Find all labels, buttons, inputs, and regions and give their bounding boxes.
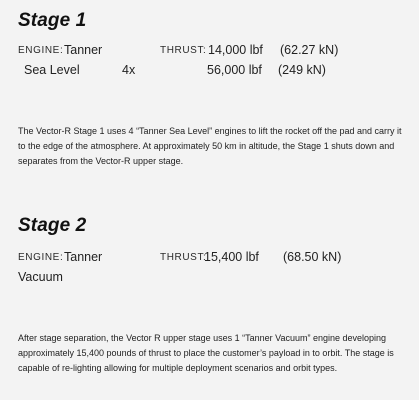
- stage-1-title: Stage 1: [18, 10, 87, 31]
- stage-2-title: Stage 2: [18, 215, 87, 236]
- stage-1-thrust-total-kn: (249 kN): [278, 63, 326, 77]
- stage-2-thrust-single: 15,400 lbf: [204, 250, 259, 264]
- stage-2-thrust-label: THRUST:: [160, 252, 207, 263]
- stage-2-specs: [18, 247, 408, 289]
- stage-1-thrust-single: 14,000 lbf: [208, 43, 263, 57]
- stage-1-description: The Vector-R Stage 1 uses 4 “Tanner Sea Level” engines to lift the rocket off the pad and carry it to the edge of the atmosphere. At approximately 50 km in altitude, the Stage 1 shuts down and separates from the Vector-R upper stage.: [18, 126, 402, 166]
- stage-2-thrust-single-kn: (68.50 kN): [283, 250, 342, 264]
- stage-1-thrust-total: 56,000 lbf: [207, 63, 262, 77]
- stage-1-engine-value-cont: Sea Level: [24, 63, 80, 77]
- stage-1-engine-value: Tanner: [64, 43, 103, 57]
- stage-1-engine-label: ENGINE:: [18, 45, 64, 56]
- stage-2-engine-value-cont: Vacuum: [18, 270, 63, 284]
- stage-1-thrust-single-kn: (62.27 kN): [280, 43, 339, 57]
- stage-1-thrust-label: THRUST:: [160, 45, 207, 56]
- stage-2-engine-value: Tanner: [64, 250, 103, 264]
- stage-1-specs: [18, 40, 408, 84]
- stage-1-engine-count: 4x: [122, 63, 136, 77]
- stage-2-engine-label: ENGINE:: [18, 252, 64, 263]
- stage-2-description: After stage separation, the Vector R upper stage uses 1 “Tanner Vacuum” engine developing approximately 15,400 pounds of thrust to place the customer’s payload in to orbit. The stage is capable of re-lighting allowing for multiple deployment scenarios and orbit types.: [18, 333, 394, 373]
